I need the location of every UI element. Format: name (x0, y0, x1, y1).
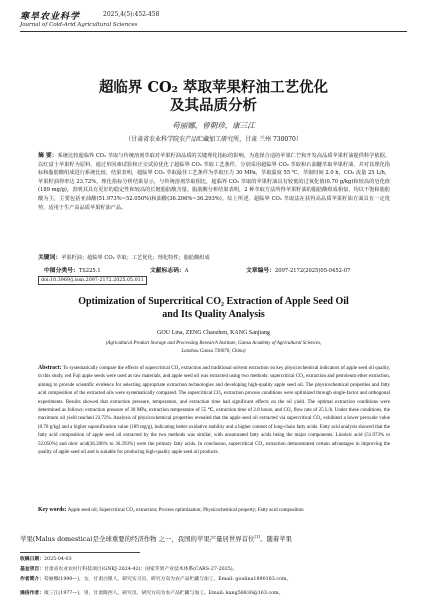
abstract-en-text: To systematically compare the effects of supercritical CO₂ extraction and traditional solvent extraction on key physicochemical indicators of apple seed oil quality, in this study, red Fuji apple seeds were used as raw materials, and apple seed oil was extracted using two methods: supercritical CO₂ extraction and petroleum ether extraction, aiming to provide scientific evidence for selecting appropriate extraction technologies and developing high-quality apple seed oil. The physicochemical properties and fatty acid composition of the extracted oils were systematically compared. The supercritical CO₂ extraction process conditions were optimized through single-factor and orthogonal experiments. Results showed that extraction pressure, temperature, and extraction time had significant effects on the oil yield. The optimal extraction conditions were determined as follows: extraction pressure of 30 MPa, extraction temperature of 55 ℃, extraction time of 2.0 hours, and CO₂ flow rate of 25 L/h. Under these conditions, the maximum oil yield reached 23.72%. Analysis of physicochemical properties revealed that the apple seed oil extracted via supercritical CO₂ exhibited a lower peroxide value (0.70 g/kg) and a higher saponification value (189 mg/g), indicating better oxidative stability and a higher content of long-chain fatty acids. Fatty acid analysis showed that the fatty acid composition of apple seed oil extracted by the two methods was similar, with unsaturated fatty acids being the major components. Linoleic acid (51.973% to 52.050%) and oleic acid(36.206% to 36.293%) were the primary fatty acids. In conclusion, supercritical CO₂ extraction demonstrated certain advantages in improving the quality of apple seed oil and is suitable for producing high-quality apple seed oil products. (38, 366, 390, 456)
abstract-en (38, 364, 390, 457)
article-number: 文章编号：2097-2172(2025)05-0452-07 (246, 268, 351, 274)
keywords-cn-text: 苹果籽油；超临界 CO₂ 萃取；工艺优化；理化特性；脂肪酸组成 (61, 255, 210, 261)
intro-text: 苹果(Malus domestica)是全球重要的经济作物 之一，我国的苹果产量居世界首位 (20, 535, 255, 544)
keywords-en-label: Key words: (38, 507, 67, 513)
abstract-en-label: Abstract: (38, 365, 62, 371)
title-cn-line2: 及其品质分析 (170, 97, 257, 114)
journal-volume: 2025,4(5):452-458 (103, 11, 160, 18)
footnote-rule (20, 552, 140, 553)
intro-tail: 。随着苹果 (260, 535, 293, 544)
journal-name-cn: 寒旱农业科学 (20, 12, 81, 22)
title-cn-line1: 超临界 CO₂ 萃取苹果籽油工艺优化 (98, 79, 329, 96)
keywords-cn (38, 254, 390, 263)
title-en-line1: Optimization of Supercritical CO₂ Extraction of Apple Seed Oil (78, 296, 349, 307)
clc-number: 中图分类号：TS225.1 (44, 268, 101, 274)
abstract-cn-label: 摘 要： (38, 153, 58, 159)
affiliation-cn: （甘肃省农业科学院农产品贮藏加工研究所，甘肃 兰州 730070） (125, 136, 302, 143)
keywords-cn-label: 关键词： (38, 255, 62, 261)
authors-cn: 苟丽娜，曾朝珍，康三江 (172, 121, 255, 130)
keywords-en-text: Apple seed oil; Supercritical CO₂ extraction; Process optimization; Physicochemical property; Fatty acid composition (67, 508, 304, 513)
keywords-en (38, 506, 390, 515)
footnote-received: 收稿日期：2025-04-03 (20, 556, 72, 562)
title-en-line2: and Its Quality Analysis (162, 309, 265, 320)
abstract-cn-text: 系统比较超临界 CO₂ 萃取与传统溶剂萃取对苹果籽油品质的关键理化指标的影响，为选择合适的苹果仁芒和开发高品质苹果籽油提供科学依据。以红富士苹果籽为原料，通过单因素试验和正交试验优化了超临界 CO₂ 萃取工艺条件，分别采用超临界 CO₂ 萃取和石油醚萃取苹果籽油，并对其理化指标和脂肪酸组成进行系统比较。结果表明，超临界 CO₂ 萃取最佳工艺条件为萃取压力 30 MPa，萃取温度 55 ℃，萃取时间 2.0 h，CO₂ 流量 25 L/h，苹果籽油得率达 23.72%。理化指标分析结果显示，与传统溶剂萃取相比，超临界 CO₂ 萃取的苹果籽油具有较低的过氧化值(0.70 g/kg)和较高的皂化值(189 mg/g)，表明其具有更好的稳定性和较高的长链脂肪酸含量。脂肪酸分析结果表明，2 种萃取方法所得苹果籽油的脂肪酸组成相似，均以不饱和脂肪酸为主，主要包括亚油酸(51.973%~52.050%)和油酸(36.206%~36.293%)。综上所述，超临界 CO₂ 萃取法在获得高品质苹果籽油方面具有一定优势，适用于生产高品质苹果籽油产品。 (38, 153, 390, 211)
footnote-author: 作者简介：苟丽娜(1990—)，女，甘肃白银人，研究实习员，研究方向为农产品贮藏与加工。Email: goulina1890163.com。 (20, 576, 292, 582)
authors-en: GOU Lina, ZENG Chaozhen, KANG Sanjiang (157, 330, 270, 336)
doc-code: 文献标志码：A (150, 268, 189, 274)
abstract-cn (38, 152, 390, 212)
footnote-funding: 基金项目：甘肃省农业农村厅科技项目(GNKJ-2024-42)；国家苹果产业技术体系(CARS-27-2025)。 (20, 566, 238, 572)
journal-name-en: Journal of Cold-Arid Agricultural Sciences (20, 22, 138, 28)
affiliation-en-line2: Lanzhou Gansu 730070, China) (181, 349, 246, 354)
header-rule (20, 31, 407, 32)
intro-paragraph (20, 532, 407, 544)
affiliation-en-line1: (Agricultural Product Storage and Processing Research Institute, Gansu Academy of Agricultural Sciences, (105, 341, 322, 346)
intro-ref: [1] (254, 534, 261, 539)
footnote-corresponding: 通信作者：康三江(1977—)，男，甘肃陇西人，研究员，研究方向为农产品贮藏与加工。Email: kang58830@163.com。 (20, 590, 284, 596)
doi-box[interactable]: doi:10.3969/j.issn.2097-2172.2025.05.011 (38, 276, 147, 285)
